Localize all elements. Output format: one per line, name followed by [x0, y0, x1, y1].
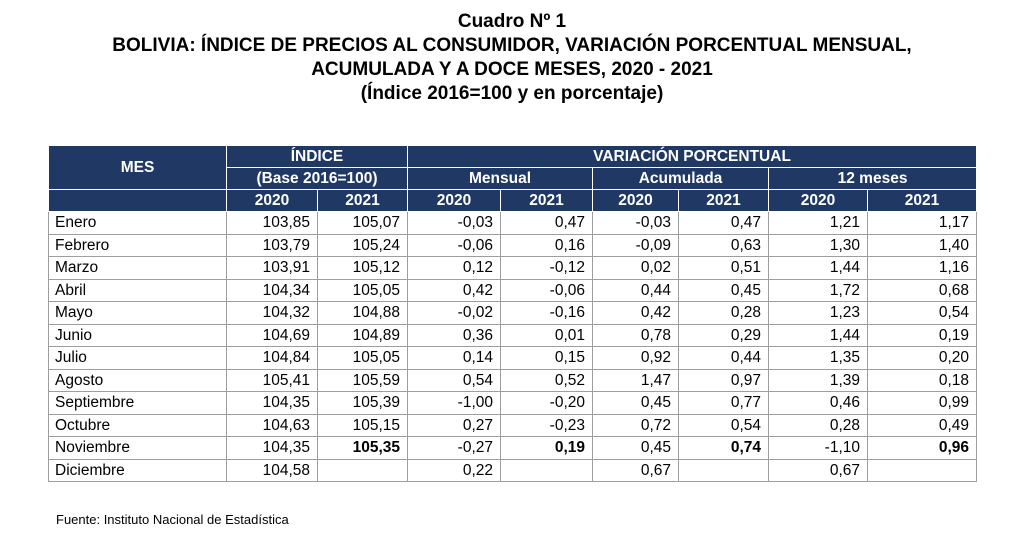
cell-acumulada-2021: 0,74 [679, 437, 769, 460]
header-doce-meses: 12 meses [769, 168, 977, 190]
cell-acumulada-2021: 0,63 [679, 234, 769, 257]
cell-indice-2021: 105,35 [318, 437, 408, 460]
table-header [49, 146, 977, 212]
table-row [49, 302, 977, 325]
table-row [49, 324, 977, 347]
cell-doce-meses-2021: 0,54 [868, 302, 977, 325]
header-year-2021: 2021 [501, 190, 593, 212]
cell-mes: Octubre [49, 414, 227, 437]
cell-mensual-2020: 0,27 [408, 414, 501, 437]
header-year-2021: 2021 [679, 190, 769, 212]
cell-mensual-2021 [501, 459, 593, 482]
table-row [49, 279, 977, 302]
cell-mes: Abril [49, 279, 227, 302]
cell-doce-meses-2020: -1,10 [769, 437, 868, 460]
header-year-2020: 2020 [593, 190, 679, 212]
cell-acumulada-2021: 0,97 [679, 369, 769, 392]
cell-indice-2020: 104,32 [227, 302, 318, 325]
cell-indice-2020: 103,91 [227, 257, 318, 280]
cell-acumulada-2020: 0,45 [593, 437, 679, 460]
cell-doce-meses-2021: 0,99 [868, 392, 977, 415]
cell-mensual-2020: 0,54 [408, 369, 501, 392]
cell-acumulada-2020: 1,47 [593, 369, 679, 392]
cell-indice-2020: 104,58 [227, 459, 318, 482]
cell-indice-2020: 104,35 [227, 437, 318, 460]
cell-indice-2020: 103,85 [227, 212, 318, 235]
cell-acumulada-2020: 0,45 [593, 392, 679, 415]
header-year-2020: 2020 [408, 190, 501, 212]
cell-indice-2020: 105,41 [227, 369, 318, 392]
cell-acumulada-2021: 0,45 [679, 279, 769, 302]
table-row [49, 257, 977, 280]
header-mensual: Mensual [408, 168, 593, 190]
cell-doce-meses-2021: 0,68 [868, 279, 977, 302]
cell-mensual-2021: -0,06 [501, 279, 593, 302]
cell-mensual-2021: 0,52 [501, 369, 593, 392]
title-line-4: (Índice 2016=100 y en porcentaje) [360, 83, 664, 104]
cell-doce-meses-2021: 0,20 [868, 347, 977, 370]
cell-doce-meses-2021 [868, 459, 977, 482]
source-note: Fuente: Instituto Nacional de Estadística [56, 512, 289, 527]
cell-mes: Enero [49, 212, 227, 235]
header-variacion: VARIACIÓN PORCENTUAL [408, 146, 977, 168]
cell-mes: Agosto [49, 369, 227, 392]
cell-mensual-2020: 0,22 [408, 459, 501, 482]
table-row [49, 369, 977, 392]
cell-indice-2021: 105,12 [318, 257, 408, 280]
cell-doce-meses-2020: 0,46 [769, 392, 868, 415]
cell-doce-meses-2021: 0,19 [868, 324, 977, 347]
cell-mensual-2021: 0,19 [501, 437, 593, 460]
cell-acumulada-2021 [679, 459, 769, 482]
cell-doce-meses-2021: 1,40 [868, 234, 977, 257]
cell-mensual-2021: -0,12 [501, 257, 593, 280]
header-mes: MES [49, 146, 227, 190]
cell-doce-meses-2020: 1,39 [769, 369, 868, 392]
cell-mensual-2021: -0,20 [501, 392, 593, 415]
cell-mes: Julio [49, 347, 227, 370]
cell-acumulada-2020: 0,72 [593, 414, 679, 437]
cell-doce-meses-2020: 1,23 [769, 302, 868, 325]
table-row [49, 234, 977, 257]
header-acumulada: Acumulada [593, 168, 769, 190]
cell-mes: Marzo [49, 257, 227, 280]
cell-doce-meses-2020: 0,67 [769, 459, 868, 482]
header-year-2021: 2021 [318, 190, 408, 212]
table-row [49, 212, 977, 235]
cell-acumulada-2020: -0,03 [593, 212, 679, 235]
cell-doce-meses-2021: 0,96 [868, 437, 977, 460]
cell-acumulada-2021: 0,28 [679, 302, 769, 325]
cell-mensual-2020: -0,27 [408, 437, 501, 460]
cell-indice-2021: 105,07 [318, 212, 408, 235]
cell-doce-meses-2020: 1,44 [769, 257, 868, 280]
cell-doce-meses-2020: 1,30 [769, 234, 868, 257]
cell-acumulada-2020: -0,09 [593, 234, 679, 257]
cell-indice-2021: 105,39 [318, 392, 408, 415]
cell-mensual-2020: -0,06 [408, 234, 501, 257]
header-year-2020: 2020 [769, 190, 868, 212]
cell-acumulada-2020: 0,67 [593, 459, 679, 482]
cell-indice-2021: 104,88 [318, 302, 408, 325]
cell-acumulada-2020: 0,02 [593, 257, 679, 280]
cell-acumulada-2020: 0,44 [593, 279, 679, 302]
header-indice: ÍNDICE [227, 146, 408, 168]
cell-mes: Febrero [49, 234, 227, 257]
table-row [49, 414, 977, 437]
cell-indice-2021: 105,24 [318, 234, 408, 257]
cell-mensual-2021: 0,16 [501, 234, 593, 257]
header-year-2021: 2021 [868, 190, 977, 212]
cpi-table [48, 145, 977, 482]
cell-acumulada-2020: 0,78 [593, 324, 679, 347]
cell-doce-meses-2021: 1,17 [868, 212, 977, 235]
cell-doce-meses-2020: 1,44 [769, 324, 868, 347]
cell-mensual-2020: -0,03 [408, 212, 501, 235]
cell-mes: Diciembre [49, 459, 227, 482]
title-line-2: BOLIVIA: ÍNDICE DE PRECIOS AL CONSUMIDOR, VARIACIÓN PORCENTUAL MENSUAL, [112, 35, 912, 56]
cell-indice-2021: 104,89 [318, 324, 408, 347]
cell-doce-meses-2021: 1,16 [868, 257, 977, 280]
cell-acumulada-2020: 0,92 [593, 347, 679, 370]
cell-indice-2020: 104,34 [227, 279, 318, 302]
cell-mensual-2021: -0,23 [501, 414, 593, 437]
table-row [49, 347, 977, 370]
cell-indice-2021: 105,05 [318, 279, 408, 302]
cell-indice-2021: 105,15 [318, 414, 408, 437]
cell-mes: Noviembre [49, 437, 227, 460]
cell-indice-2021: 105,05 [318, 347, 408, 370]
cell-mensual-2020: 0,12 [408, 257, 501, 280]
header-blank [49, 190, 227, 212]
cell-doce-meses-2020: 1,21 [769, 212, 868, 235]
cell-mensual-2021: 0,15 [501, 347, 593, 370]
cell-indice-2020: 104,35 [227, 392, 318, 415]
cell-mes: Junio [49, 324, 227, 347]
table-row [49, 392, 977, 415]
cell-indice-2020: 104,84 [227, 347, 318, 370]
cell-indice-2020: 103,79 [227, 234, 318, 257]
cell-acumulada-2021: 0,77 [679, 392, 769, 415]
cell-acumulada-2021: 0,54 [679, 414, 769, 437]
cell-doce-meses-2020: 1,35 [769, 347, 868, 370]
table-title [0, 10, 1024, 106]
cell-mensual-2020: 0,14 [408, 347, 501, 370]
cell-doce-meses-2021: 0,18 [868, 369, 977, 392]
cell-mes: Mayo [49, 302, 227, 325]
cell-doce-meses-2020: 0,28 [769, 414, 868, 437]
cell-mensual-2020: 0,36 [408, 324, 501, 347]
title-line-3: ACUMULADA Y A DOCE MESES, 2020 - 2021 [311, 59, 713, 80]
cell-indice-2020: 104,63 [227, 414, 318, 437]
cell-indice-2021 [318, 459, 408, 482]
cell-acumulada-2021: 0,29 [679, 324, 769, 347]
header-year-2020: 2020 [227, 190, 318, 212]
cell-acumulada-2020: 0,42 [593, 302, 679, 325]
header-indice-base: (Base 2016=100) [227, 168, 408, 190]
cell-acumulada-2021: 0,47 [679, 212, 769, 235]
title-line-1: Cuadro Nº 1 [457, 11, 567, 32]
cell-mensual-2021: 0,47 [501, 212, 593, 235]
cell-mensual-2021: 0,01 [501, 324, 593, 347]
cell-acumulada-2021: 0,51 [679, 257, 769, 280]
cell-mes: Septiembre [49, 392, 227, 415]
cell-doce-meses-2020: 1,72 [769, 279, 868, 302]
table-row [49, 459, 977, 482]
cell-doce-meses-2021: 0,49 [868, 414, 977, 437]
cell-indice-2021: 105,59 [318, 369, 408, 392]
table-body [49, 212, 977, 482]
cell-mensual-2020: -1,00 [408, 392, 501, 415]
cell-mensual-2021: -0,16 [501, 302, 593, 325]
cell-acumulada-2021: 0,44 [679, 347, 769, 370]
cell-mensual-2020: 0,42 [408, 279, 501, 302]
table-row [49, 437, 977, 460]
cell-mensual-2020: -0,02 [408, 302, 501, 325]
cell-indice-2020: 104,69 [227, 324, 318, 347]
